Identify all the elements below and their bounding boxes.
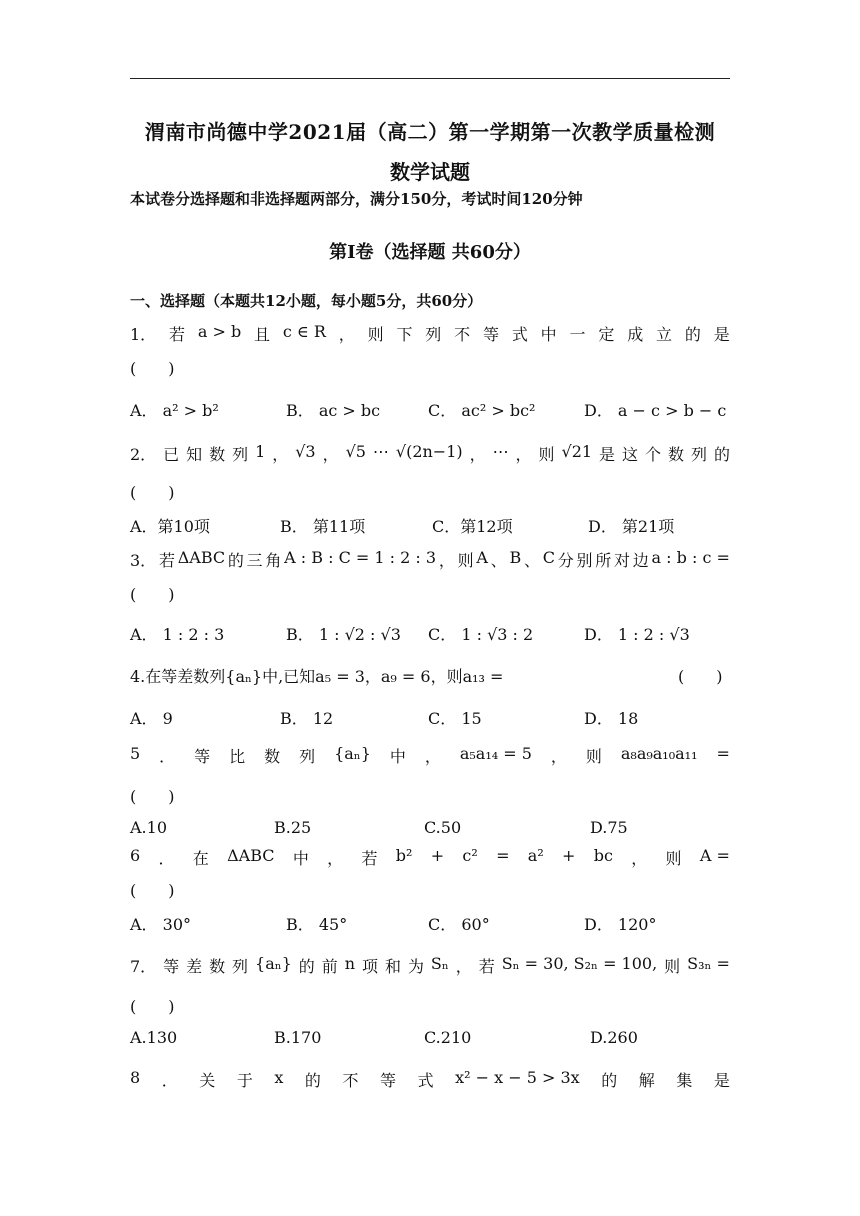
question-3-token: 、 (490, 551, 507, 570)
question-7-token: 则 (664, 957, 681, 976)
option-c: C．第12项 (432, 517, 513, 536)
question-6-token: ， (631, 849, 648, 868)
option-a: A.10 (130, 818, 167, 837)
question-2-token: ， (322, 445, 339, 464)
question-1-token: ， (338, 325, 355, 344)
question-1-token: 立 (656, 325, 673, 344)
option-d: D． a − c > b − c (584, 401, 727, 420)
option-d: D.75 (590, 818, 628, 837)
option-a: A． 1 : 2 : 3 (130, 625, 225, 644)
question-5-token: 数 (264, 747, 281, 766)
question-5-token: {aₙ} (334, 744, 371, 763)
question-8-token: ． (161, 1071, 178, 1090)
question-8-token: x (274, 1068, 284, 1087)
question-8-token: 8 (130, 1068, 141, 1087)
question-5-token: 比 (229, 747, 246, 766)
question-3-token: a : b : c = (651, 548, 730, 567)
option-b: B． 1 : √2 : √3 (286, 625, 401, 644)
option-c: C． 1 : √3 : 2 (428, 625, 534, 644)
question-6-token: b² (395, 846, 413, 865)
exam-title: 渭南市尚德中学2021届（高二）第一学期第一次教学质量检测 (144, 120, 716, 144)
question-3-token: 若 (158, 551, 175, 570)
question-6-blank: ( ) (130, 881, 175, 900)
question-7-token: {aₙ} (255, 954, 292, 973)
question-7-token: 前 (321, 957, 338, 976)
option-a: A． a² > b² (130, 401, 219, 420)
question-7-token: 项 (362, 957, 379, 976)
question-7-token: 差 (186, 957, 203, 976)
question-3-token: 三 (246, 551, 263, 570)
question-3-token: 、 (523, 551, 540, 570)
question-1-token: 式 (511, 325, 528, 344)
question-7-token: ， (455, 957, 472, 976)
question-2-token: ， (515, 445, 532, 464)
question-6-token: ， (327, 849, 344, 868)
question-8-token: 关 (199, 1071, 216, 1090)
question-3-token: 3． (130, 551, 157, 570)
question-6-token: bc (593, 846, 613, 865)
question-5-token: 5 (130, 744, 141, 763)
question-8-token: x² − x − 5 > 3x (455, 1068, 580, 1087)
question-1-token: 不 (454, 325, 471, 344)
question-2-token: 列 (232, 445, 249, 464)
question-3-token: 的 (227, 551, 244, 570)
question-6-token: 中 (292, 849, 309, 868)
question-8-token: 式 (417, 1071, 434, 1090)
exam-note: 本试卷分选择题和非选择题两部分，满分150分，考试时间120分钟 (130, 190, 583, 208)
question-3-token: ΔABC (177, 548, 226, 567)
question-2-token: 列 (690, 445, 707, 464)
question-7-token: 7． (130, 957, 157, 976)
option-b: B.25 (274, 818, 312, 837)
question-2-token: 的 (713, 445, 730, 464)
option-b: B． 45° (286, 915, 348, 934)
section-title: 第Ⅰ卷（选择题 共60分） (329, 242, 531, 263)
question-8-stem (130, 1068, 730, 1091)
question-8-token: 是 (713, 1071, 730, 1090)
question-7-token: n (344, 954, 356, 973)
question-3-token: 则 (457, 551, 474, 570)
question-3-token: A (476, 548, 488, 567)
option-c: C． 60° (428, 915, 490, 934)
question-7-token: 等 (163, 957, 180, 976)
question-2-token: ⋯ (372, 442, 389, 461)
question-7-token: S₃ₙ = (687, 954, 730, 973)
question-1-token: c ∈ R (282, 322, 326, 341)
question-3-token: 边 (632, 551, 649, 570)
question-8-token: 等 (380, 1071, 397, 1090)
option-b: B． 第11项 (280, 517, 366, 536)
option-b: B． ac > bc (286, 401, 381, 420)
question-7-blank: ( ) (130, 997, 175, 1016)
option-d: D． 120° (584, 915, 657, 934)
question-3-token: B (509, 548, 522, 567)
question-2-token: 是 (599, 445, 616, 464)
question-5-token: 等 (194, 747, 211, 766)
option-b: B． 12 (280, 709, 334, 728)
question-6-token: A = (699, 846, 730, 865)
part-heading: 一、选择题（本题共12小题，每小题5分，共60分） (130, 292, 483, 310)
question-7-token: 和 (384, 957, 401, 976)
question-2-token: 数 (668, 445, 685, 464)
question-1-token: 等 (482, 325, 499, 344)
question-6-token: ． (158, 849, 175, 868)
question-7-token: Sₙ = 30, S₂ₙ = 100, (501, 954, 658, 973)
question-2-token: 则 (538, 445, 555, 464)
question-2-token: √3 (295, 442, 316, 461)
question-5-token: 则 (585, 747, 602, 766)
question-1-token: 且 (254, 325, 271, 344)
question-2-token: ⋯ (492, 442, 509, 461)
header-rule (130, 78, 730, 79)
option-d: D． 18 (584, 709, 639, 728)
option-c: C.210 (424, 1028, 472, 1047)
question-7-token: 列 (232, 957, 249, 976)
question-3-token: ， (438, 551, 455, 570)
question-5-token: ， (550, 747, 567, 766)
question-1-token: 的 (684, 325, 701, 344)
question-2-token: √5 (345, 442, 366, 461)
question-6-token: c² (462, 846, 478, 865)
question-6-token: 6 (130, 846, 141, 865)
question-7-token: 若 (478, 957, 495, 976)
question-3-token: A : B : C = 1 : 2 : 3 (284, 548, 437, 567)
question-6-token: ΔABC (227, 846, 275, 865)
question-6-token: + (430, 846, 445, 865)
question-2-token: √21 (561, 442, 593, 461)
question-5-token: a₅a₁₄ = 5 (459, 744, 532, 763)
option-a: A． 30° (130, 915, 192, 934)
question-6-token: = (496, 846, 510, 865)
question-3-blank: ( ) (130, 585, 175, 604)
question-5-token: 中 (389, 747, 406, 766)
question-1-token: 中 (540, 325, 557, 344)
question-1-token: 1． (130, 325, 157, 344)
question-2-token: ， (272, 445, 289, 464)
question-6-token: a² (527, 846, 544, 865)
question-2-token: 数 (209, 445, 226, 464)
question-1-token: a > b (197, 322, 242, 341)
option-a: A． 9 (130, 709, 173, 728)
question-4-stem: 4.在等差数列{aₙ}中,已知a₅ = 3，a₉ = 6，则a₁₃ = (130, 667, 504, 686)
question-1-token: 成 (627, 325, 644, 344)
question-4-blank: ( ) (678, 667, 723, 686)
question-3-token: 别 (576, 551, 593, 570)
question-1-blank: ( ) (130, 359, 175, 378)
question-6-stem (130, 846, 730, 869)
question-6-token: + (562, 846, 576, 865)
question-2-token: 个 (645, 445, 662, 464)
question-5-token: ， (424, 747, 441, 766)
option-c: C.50 (424, 818, 462, 837)
question-8-token: 不 (342, 1071, 359, 1090)
exam-subject: 数学试题 (390, 160, 470, 184)
question-3-token: 所 (595, 551, 612, 570)
question-3-token: 对 (614, 551, 631, 570)
question-6-token: 若 (361, 849, 378, 868)
question-6-token: 则 (665, 849, 682, 868)
question-7-stem (130, 954, 730, 977)
question-1-token: 下 (396, 325, 413, 344)
question-2-token: 已 (163, 445, 180, 464)
question-7-token: Sₙ (430, 954, 449, 973)
question-5-stem (130, 744, 730, 767)
question-2-token: √(2n−1) (395, 442, 463, 461)
option-d: D． 第21项 (588, 517, 675, 536)
question-8-token: 解 (638, 1071, 655, 1090)
question-8-token: 的 (304, 1071, 321, 1090)
question-1-token: 一 (569, 325, 586, 344)
question-5-token: = (716, 744, 730, 763)
question-1-stem (130, 322, 730, 345)
question-5-blank: ( ) (130, 787, 175, 806)
question-2-token: 2． (130, 445, 157, 464)
question-2-token: ， (469, 445, 486, 464)
question-1-token: 则 (367, 325, 384, 344)
question-3-token: 角 (265, 551, 282, 570)
question-5-token: ． (159, 747, 176, 766)
question-2-blank: ( ) (130, 483, 175, 502)
option-b: B.170 (274, 1028, 322, 1047)
question-1-token: 是 (713, 325, 730, 344)
question-2-token: 1 (255, 442, 266, 461)
option-d: D． 1 : 2 : √3 (584, 625, 690, 644)
option-a: A.130 (130, 1028, 178, 1047)
question-2-token: 这 (622, 445, 639, 464)
question-7-token: 数 (209, 957, 226, 976)
question-3-stem (130, 548, 730, 571)
question-7-token: 为 (407, 957, 424, 976)
question-7-token: 的 (298, 957, 315, 976)
question-3-token: C (542, 548, 555, 567)
question-1-token: 若 (169, 325, 186, 344)
question-1-token: 列 (425, 325, 442, 344)
question-8-token: 于 (236, 1071, 253, 1090)
question-5-token: 列 (299, 747, 316, 766)
option-d: D.260 (590, 1028, 638, 1047)
question-6-token: 在 (192, 849, 209, 868)
question-1-token: 定 (598, 325, 615, 344)
question-8-token: 的 (601, 1071, 618, 1090)
question-2-stem (130, 442, 730, 465)
question-8-token: 集 (676, 1071, 693, 1090)
question-3-token: 分 (557, 551, 574, 570)
option-c: C． 15 (428, 709, 482, 728)
option-c: C． ac² > bc² (428, 401, 536, 420)
question-2-token: 知 (186, 445, 203, 464)
option-a: A．第10项 (130, 517, 210, 536)
question-5-token: a₈a₉a₁₀a₁₁ (620, 744, 698, 763)
